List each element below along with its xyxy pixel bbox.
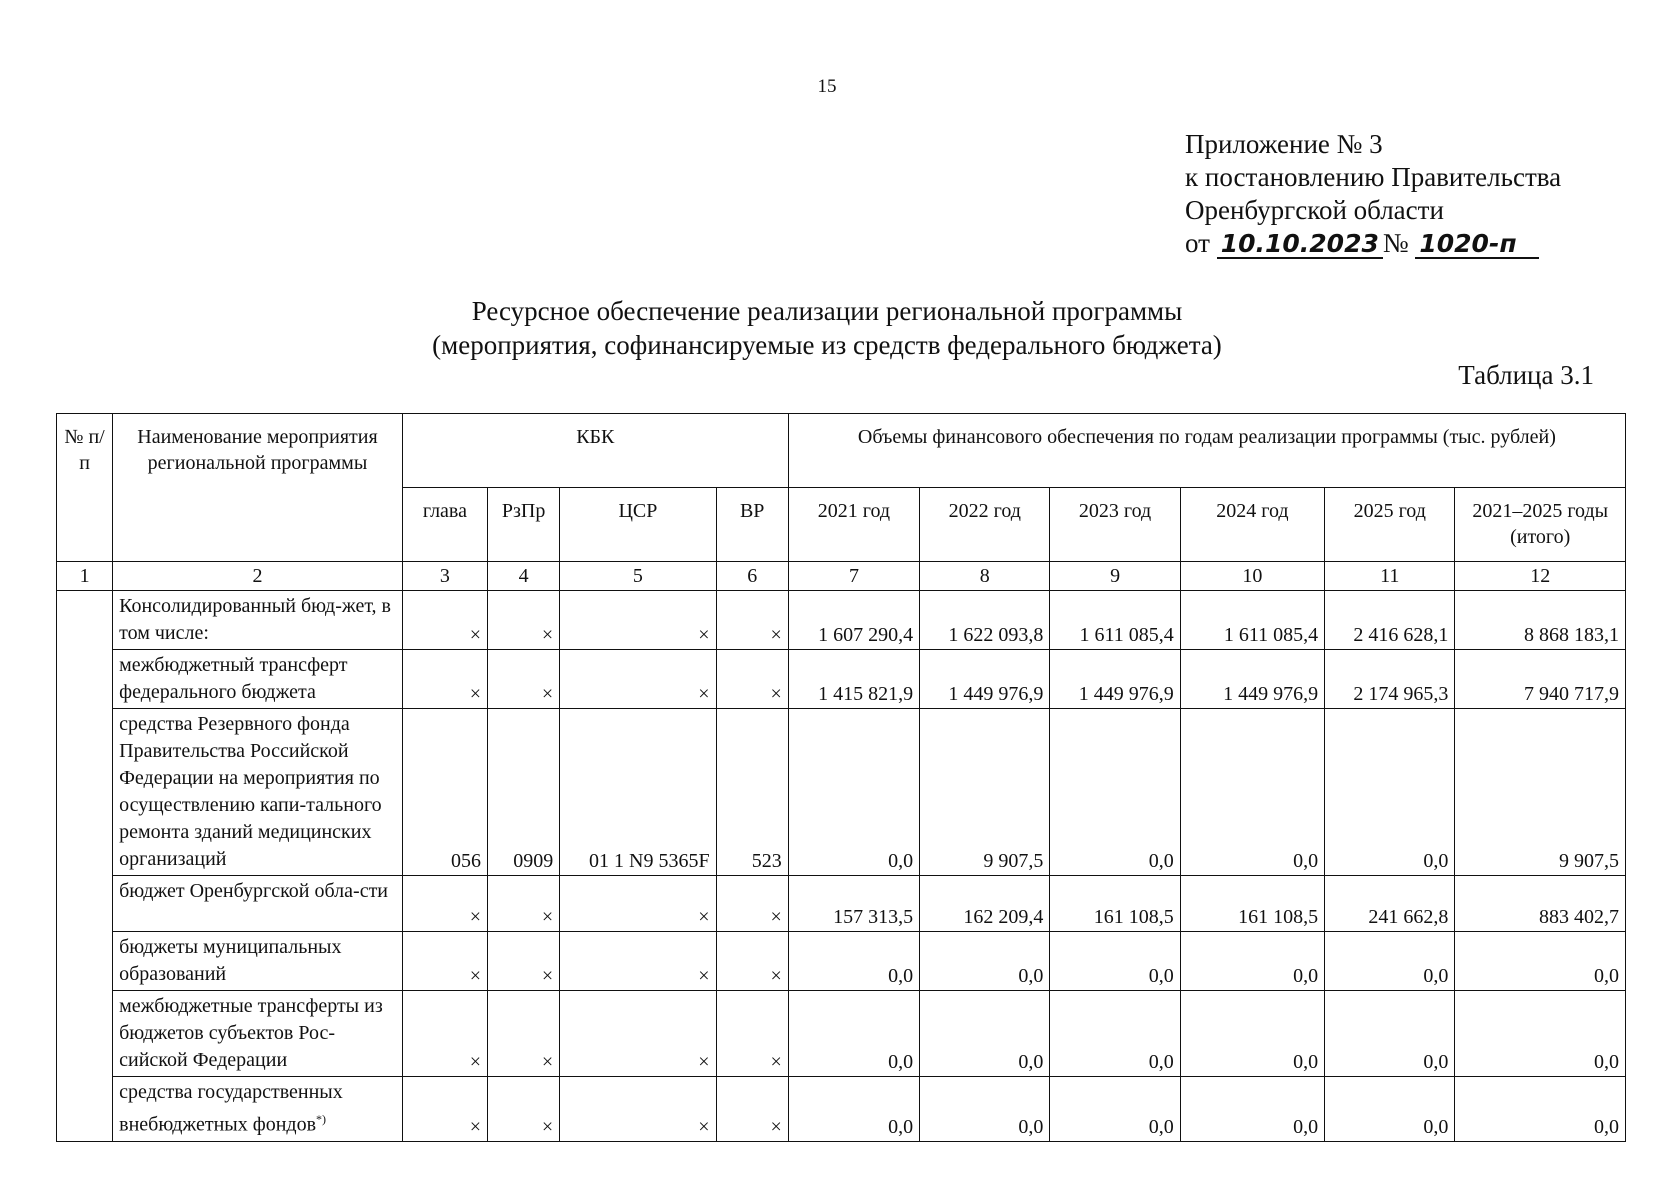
document-title (0, 294, 1654, 362)
header-2021: 2021 год (788, 488, 919, 562)
cell-2023: 0,0 (1050, 932, 1180, 991)
cell-2022: 162 209,4 (920, 876, 1050, 932)
cell-rzpr: × (488, 591, 560, 650)
header-2023: 2023 год (1050, 488, 1180, 562)
column-number: 8 (920, 562, 1050, 591)
cell-2022: 9 907,5 (920, 709, 1050, 876)
title-line-2: (мероприятия, софинансируемые из средств федерального бюджета) (432, 330, 1222, 360)
cell-2023: 1 449 976,9 (1050, 650, 1180, 709)
cell-csr: × (560, 1077, 716, 1142)
header-2022: 2022 год (920, 488, 1050, 562)
cell-vr: × (716, 591, 788, 650)
table-row (57, 650, 1626, 709)
cell-glava: × (402, 991, 487, 1077)
column-number: 9 (1050, 562, 1180, 591)
cell-csr: × (560, 591, 716, 650)
handwritten-number: 1020-п (1415, 231, 1538, 259)
cell-2021: 0,0 (788, 709, 919, 876)
number-prefix: № (1382, 228, 1409, 258)
cell-2025: 0,0 (1325, 709, 1455, 876)
table-row (57, 591, 1626, 650)
header-volumes: Объемы финансового обеспечения по годам реализации программы (тыс. рублей) (788, 414, 1625, 488)
cell-rzpr: × (488, 932, 560, 991)
cell-2021: 157 313,5 (788, 876, 919, 932)
handwritten-date: 10.10.2023 (1217, 231, 1383, 259)
cell-vr: × (716, 650, 788, 709)
row-name: межбюджетные трансферты из бюджетов субъектов Рос-сийской Федерации (113, 991, 403, 1077)
row-name: бюджеты муниципальных образований (113, 932, 403, 991)
column-number: 5 (560, 562, 716, 591)
cell-2022: 0,0 (920, 1077, 1050, 1142)
cell-2025: 0,0 (1325, 991, 1455, 1077)
cell-2022: 0,0 (920, 991, 1050, 1077)
row-name: Консолидированный бюд-жет, в том числе: (113, 591, 403, 650)
cell-rzpr: × (488, 876, 560, 932)
cell-csr: × (560, 932, 716, 991)
cell-2022: 1 449 976,9 (920, 650, 1050, 709)
cell-csr: 01 1 N9 5365F (560, 709, 716, 876)
row-name: бюджет Оренбургской обла-сти (113, 876, 403, 932)
cell-2023: 161 108,5 (1050, 876, 1180, 932)
cell-glava: × (402, 876, 487, 932)
cell-vr: × (716, 876, 788, 932)
row-name: межбюджетный трансферт федерального бюджета (113, 650, 403, 709)
appendix-line-2: к постановлению Правительства (1185, 162, 1562, 192)
date-prefix: от (1185, 228, 1210, 258)
row-name: средства Резервного фонда Правительства Российской Федерации на мероприятия по осуществлению капи-тального ремонта зданий медицинских организаций (113, 709, 403, 876)
header-name: Наименование мероприятия региональной программы (113, 414, 403, 562)
cell-2023: 0,0 (1050, 1077, 1180, 1142)
cell-csr: × (560, 876, 716, 932)
cell-csr: × (560, 650, 716, 709)
cell-vr: × (716, 932, 788, 991)
cell-2024: 1 449 976,9 (1180, 650, 1324, 709)
cell-2024: 0,0 (1180, 1077, 1324, 1142)
header-glava: глава (402, 488, 487, 562)
table-row (57, 1077, 1626, 1142)
cell-glava: × (402, 932, 487, 991)
appendix-line-1: Приложение № 3 (1185, 129, 1383, 159)
header-total: 2021–2025 годы (итого) (1455, 488, 1626, 562)
cell-2025: 2 416 628,1 (1325, 591, 1455, 650)
cell-total: 0,0 (1455, 991, 1626, 1077)
cell-vr: × (716, 991, 788, 1077)
cell-rzpr: × (488, 991, 560, 1077)
table-caption: Таблица 3.1 (1458, 360, 1594, 390)
cell-2024: 161 108,5 (1180, 876, 1324, 932)
header-vr: ВР (716, 488, 788, 562)
table-row (57, 876, 1626, 932)
cell-total: 0,0 (1455, 1077, 1626, 1142)
cell-vr: 523 (716, 709, 788, 876)
cell-total: 8 868 183,1 (1455, 591, 1626, 650)
appendix-line-3: Оренбургской области (1185, 195, 1444, 225)
cell-2023: 1 611 085,4 (1050, 591, 1180, 650)
cell-2022: 1 622 093,8 (920, 591, 1050, 650)
cell-2024: 1 611 085,4 (1180, 591, 1324, 650)
header-2025: 2025 год (1325, 488, 1455, 562)
cell-total: 883 402,7 (1455, 876, 1626, 932)
column-number: 7 (788, 562, 919, 591)
column-number: 4 (488, 562, 560, 591)
cell-2025: 0,0 (1325, 1077, 1455, 1142)
column-number-row (57, 562, 1626, 591)
table-row (57, 991, 1626, 1077)
cell-rzpr: × (488, 650, 560, 709)
appendix-block (1185, 128, 1561, 260)
cell-vr: × (716, 1077, 788, 1142)
column-number: 10 (1180, 562, 1324, 591)
appendix-date-line (1185, 227, 1561, 260)
cell-2024: 0,0 (1180, 991, 1324, 1077)
title-line-1: Ресурсное обеспечение реализации региональной программы (471, 296, 1183, 326)
cell-total: 9 907,5 (1455, 709, 1626, 876)
cell-rzpr: 0909 (488, 709, 560, 876)
column-number: 6 (716, 562, 788, 591)
header-rzpr: РзПр (488, 488, 560, 562)
page-number: 15 (817, 76, 837, 97)
header-2024: 2024 год (1180, 488, 1324, 562)
column-number: 11 (1325, 562, 1455, 591)
cell-total: 7 940 717,9 (1455, 650, 1626, 709)
cell-glava: × (402, 591, 487, 650)
column-number: 3 (402, 562, 487, 591)
row-name-cell (113, 1077, 403, 1142)
cell-2025: 2 174 965,3 (1325, 650, 1455, 709)
row-name: средства государственных внебюджетных фондов (119, 1081, 343, 1136)
cell-total: 0,0 (1455, 932, 1626, 991)
cell-2025: 0,0 (1325, 932, 1455, 991)
cell-2025: 241 662,8 (1325, 876, 1455, 932)
cell-2021: 0,0 (788, 991, 919, 1077)
cell-glava: 056 (402, 709, 487, 876)
cell-glava: × (402, 1077, 487, 1142)
header-num: № п/п (57, 414, 113, 562)
cell-2024: 0,0 (1180, 709, 1324, 876)
resource-table (56, 413, 1626, 1142)
cell-2023: 0,0 (1050, 709, 1180, 876)
cell-2021: 1 607 290,4 (788, 591, 919, 650)
header-kbk: КБК (402, 414, 788, 488)
cell-csr: × (560, 991, 716, 1077)
header-csr: ЦСР (560, 488, 716, 562)
cell-2024: 0,0 (1180, 932, 1324, 991)
table-row (57, 932, 1626, 991)
empty-num-cell (57, 591, 113, 1142)
table-row (57, 709, 1626, 876)
cell-2021: 1 415 821,9 (788, 650, 919, 709)
footnote-mark: *) (316, 1112, 327, 1126)
cell-2021: 0,0 (788, 1077, 919, 1142)
cell-2022: 0,0 (920, 932, 1050, 991)
column-number: 1 (57, 562, 113, 591)
cell-rzpr: × (488, 1077, 560, 1142)
cell-2021: 0,0 (788, 932, 919, 991)
cell-2023: 0,0 (1050, 991, 1180, 1077)
column-number: 2 (113, 562, 403, 591)
cell-glava: × (402, 650, 487, 709)
column-number: 12 (1455, 562, 1626, 591)
